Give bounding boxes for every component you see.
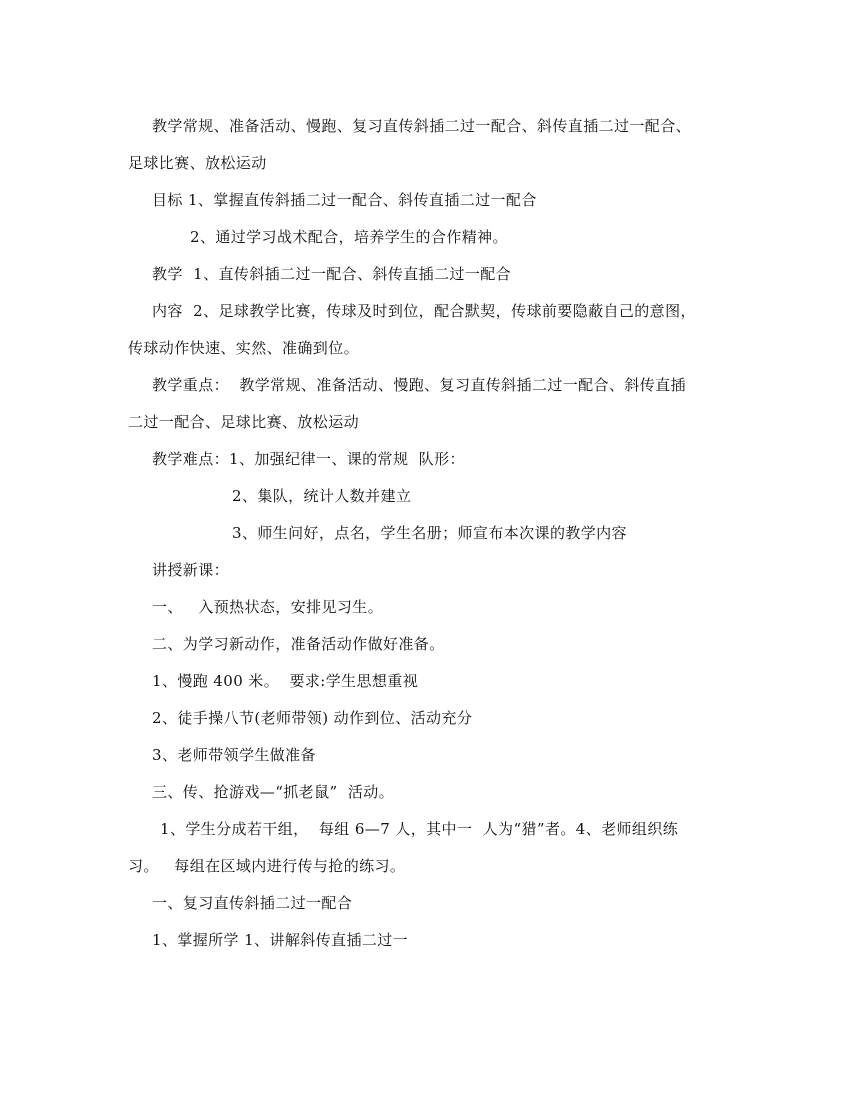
text-line: 3、师生问好，点名，学生名册；师宣布本次课的教学内容 (232, 524, 627, 542)
text-line: 三、传、抢游戏—“抓老鼠” 活动。 (152, 783, 395, 801)
text-line: 2、徒手操八节(老师带领) 动作到位、活动充分 (152, 709, 473, 727)
text-line: 目标 1、掌握直传斜插二过一配合、斜传直插二过一配合 (152, 191, 537, 209)
text-line: 传球动作快速、实然、准确到位。 (128, 339, 360, 357)
text-line: 习。 每组在区域内进行传与抢的练习。 (128, 857, 406, 875)
text-line: 教学 1、直传斜插二过一配合、斜传直插二过一配合 (152, 265, 512, 283)
text-line: 一、复习直传斜插二过一配合 (152, 894, 353, 912)
text-line: 足球比赛、放松运动 (128, 154, 267, 172)
text-line: 1、慢跑 400 米。 要求:学生思想重视 (152, 672, 419, 690)
text-line: 教学常规、准备活动、慢跑、复习直传斜插二过一配合、斜传直插二过一配合、 (152, 117, 692, 135)
text-line: 3、老师带领学生做准备 (152, 746, 316, 764)
text-line: 1、学生分成若干组， 每组 6—7 人，其中一 人为“猎”者。4、老师组织练 (160, 820, 679, 838)
text-line: 一、 入预热状态，安排见习生。 (152, 598, 384, 616)
text-line: 教学难点：1、加强纪律一、课的常规 队形： (152, 450, 465, 468)
text-line: 1、掌握所学 1、讲解斜传直插二过一 (152, 931, 409, 949)
text-line: 2、集队，统计人数并建立 (232, 487, 412, 505)
text-line: 讲授新课： (152, 561, 230, 579)
text-line: 内容 2、足球教学比赛，传球及时到位，配合默契，传球前要隐蔽自己的意图， (152, 302, 696, 320)
text-line: 教学重点： 教学常规、准备活动、慢跑、复习直传斜插二过一配合、斜传直插 (152, 376, 686, 394)
text-line: 二过一配合、足球比赛、放松运动 (128, 413, 360, 431)
text-line: 二、为学习新动作，准备活动作做好准备。 (152, 635, 445, 653)
text-line: 2、通过学习战术配合，培养学生的合作精神。 (190, 228, 508, 246)
